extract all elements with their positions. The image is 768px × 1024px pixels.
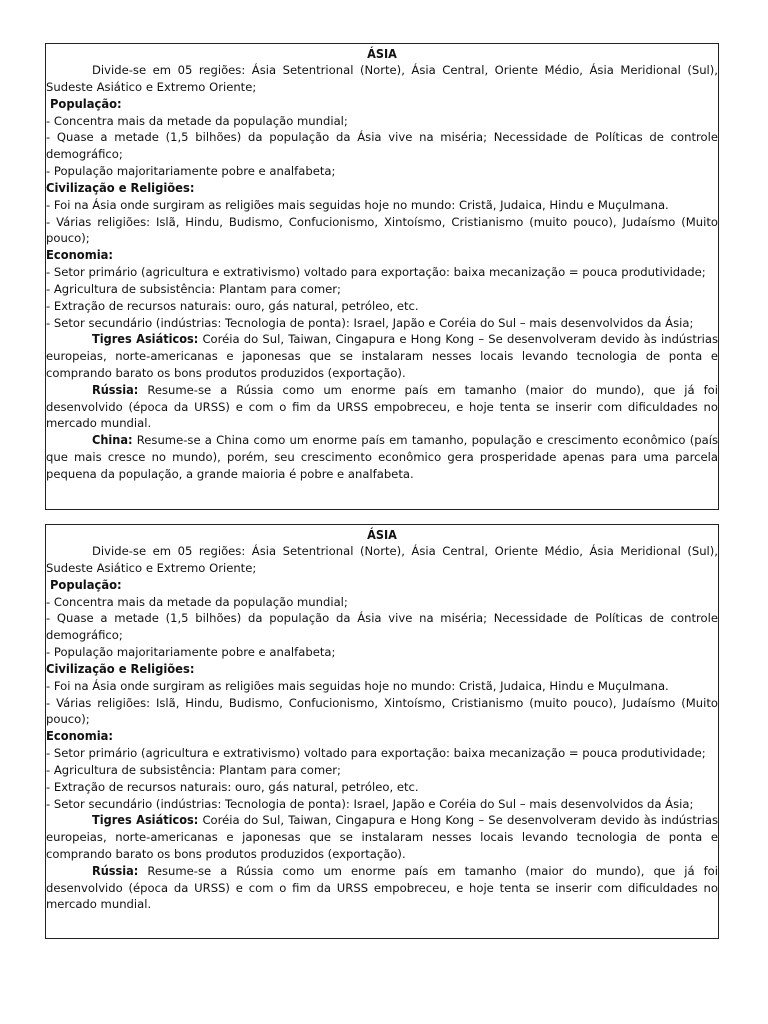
china-lead: China: [92, 432, 133, 448]
list-item: - Setor secundário (indústrias: Tecnologia de ponta): Israel, Japão e Coréia do Sul – mais desenvolvidos da Ásia; [46, 315, 694, 330]
list-item: - Agricultura de subsistência: Plantam para comer; [46, 281, 341, 296]
intro-paragraph: Divide-se em 05 regiões: Ásia Setentrional (Norte), Ásia Central, Oriente Médio, Ásia Meridional (Sul), Sudeste Asiático e Extremo Oriente; [46, 63, 718, 94]
list-item: - Foi na Ásia onde surgiram as religiões mais seguidas hoje no mundo: Cristã, Judaica, Hindu e Muçulmana. [46, 197, 669, 212]
list-item: - Quase a metade (1,5 bilhões) da população da Ásia vive na miséria; Necessidade de Políticas de controle demográfico; [46, 611, 718, 643]
russia-text: Resume-se a Rússia como um enorme país em tamanho (maior do mundo), que já foi desenvolvido (época da URSS) e com o fim da URSS empobreceu, e hoje tenta se inserir com dificuldades no mercado mundial. [46, 382, 718, 431]
list-item: - Extração de recursos naturais: ouro, gás natural, petróleo, etc. [46, 298, 419, 313]
china-text: Resume-se a China como um enorme país em tamanho, população e crescimento econômico (país que mais cresce no mundo), porém, seu crescimento econômico gera prosperidade apenas para uma parcela pequena da população, a grande maioria é pobre e analfabeta. [46, 433, 718, 481]
list-item: - Extração de recursos naturais: ouro, gás natural, petróleo, etc. [46, 779, 419, 794]
tigers-text: Coréia do Sul, Taiwan, Cingapura e Hong Kong – Se desenvolveram devido às indústrias europeias, norte-americanas e japonesas que se instalaram nesses locais levando tecnologia de ponta e comprando barato os bons produtos produzidos (exportação). [46, 332, 718, 380]
russia-paragraph [46, 863, 718, 913]
population-heading: População: [50, 96, 122, 112]
list-item: - População majoritariamente pobre e analfabeta; [46, 644, 336, 659]
intro-paragraph: Divide-se em 05 regiões: Ásia Setentrional (Norte), Ásia Central, Oriente Médio, Ásia Meridional (Sul), Sudeste Asiático e Extremo Oriente; [46, 544, 718, 575]
economy-heading: Economia: [46, 248, 114, 264]
tigers-lead: Tigres Asiáticos: [92, 331, 199, 347]
russia-paragraph [46, 382, 718, 432]
civilization-heading: Civilização e Religiões: [46, 180, 195, 196]
asia-card-2 [45, 524, 719, 939]
list-item: - Setor primário (agricultura e extrativismo) voltado para exportação: baixa mecanização = pouca produtividade; [46, 265, 706, 280]
russia-lead: Rússia: [92, 862, 139, 878]
tigers-lead: Tigres Asiáticos: [92, 812, 199, 828]
tigers-paragraph [46, 812, 718, 862]
list-item: - Quase a metade (1,5 bilhões) da população da Ásia vive na miséria; Necessidade de Políticas de controle demográfico; [46, 130, 718, 162]
card-title: ÁSIA [367, 527, 397, 542]
list-item: - Concentra mais da metade da população mundial; [46, 594, 348, 609]
china-paragraph [46, 432, 718, 482]
tigers-paragraph [46, 331, 718, 381]
list-item: - Setor secundário (indústrias: Tecnologia de ponta): Israel, Japão e Coréia do Sul – mais desenvolvidos da Ásia; [46, 796, 694, 811]
russia-text: Resume-se a Rússia como um enorme país em tamanho (maior do mundo), que já foi desenvolvido (época da URSS) e com o fim da URSS empobreceu, e hoje tenta se inserir com dificuldades no mercado mundial. [46, 863, 718, 912]
civilization-heading: Civilização e Religiões: [46, 661, 195, 677]
list-item: - Várias religiões: Islã, Hindu, Budismo, Confucionismo, Xintoísmo, Cristianismo (muito pouco), Judaísmo (Muito pouco); [46, 695, 718, 727]
card-title: ÁSIA [367, 46, 397, 61]
list-item: - População majoritariamente pobre e analfabeta; [46, 163, 336, 178]
tigers-text: Coréia do Sul, Taiwan, Cingapura e Hong Kong – Se desenvolveram devido às indústrias europeias, norte-americanas e japonesas que se instalaram nesses locais levando tecnologia de ponta e comprando barato os bons produtos produzidos (exportação). [46, 813, 718, 861]
list-item: - Agricultura de subsistência: Plantam para comer; [46, 762, 341, 777]
list-item: - Foi na Ásia onde surgiram as religiões mais seguidas hoje no mundo: Cristã, Judaica, Hindu e Muçulmana. [46, 678, 669, 693]
russia-lead: Rússia: [92, 381, 139, 397]
population-heading: População: [50, 577, 122, 593]
list-item: - Setor primário (agricultura e extrativismo) voltado para exportação: baixa mecanização = pouca produtividade; [46, 746, 706, 761]
list-item: - Concentra mais da metade da população mundial; [46, 113, 348, 128]
economy-heading: Economia: [46, 729, 114, 745]
list-item: - Várias religiões: Islã, Hindu, Budismo, Confucionismo, Xintoísmo, Cristianismo (muito pouco), Judaísmo (Muito pouco); [46, 214, 718, 246]
asia-card-1 [45, 43, 719, 510]
